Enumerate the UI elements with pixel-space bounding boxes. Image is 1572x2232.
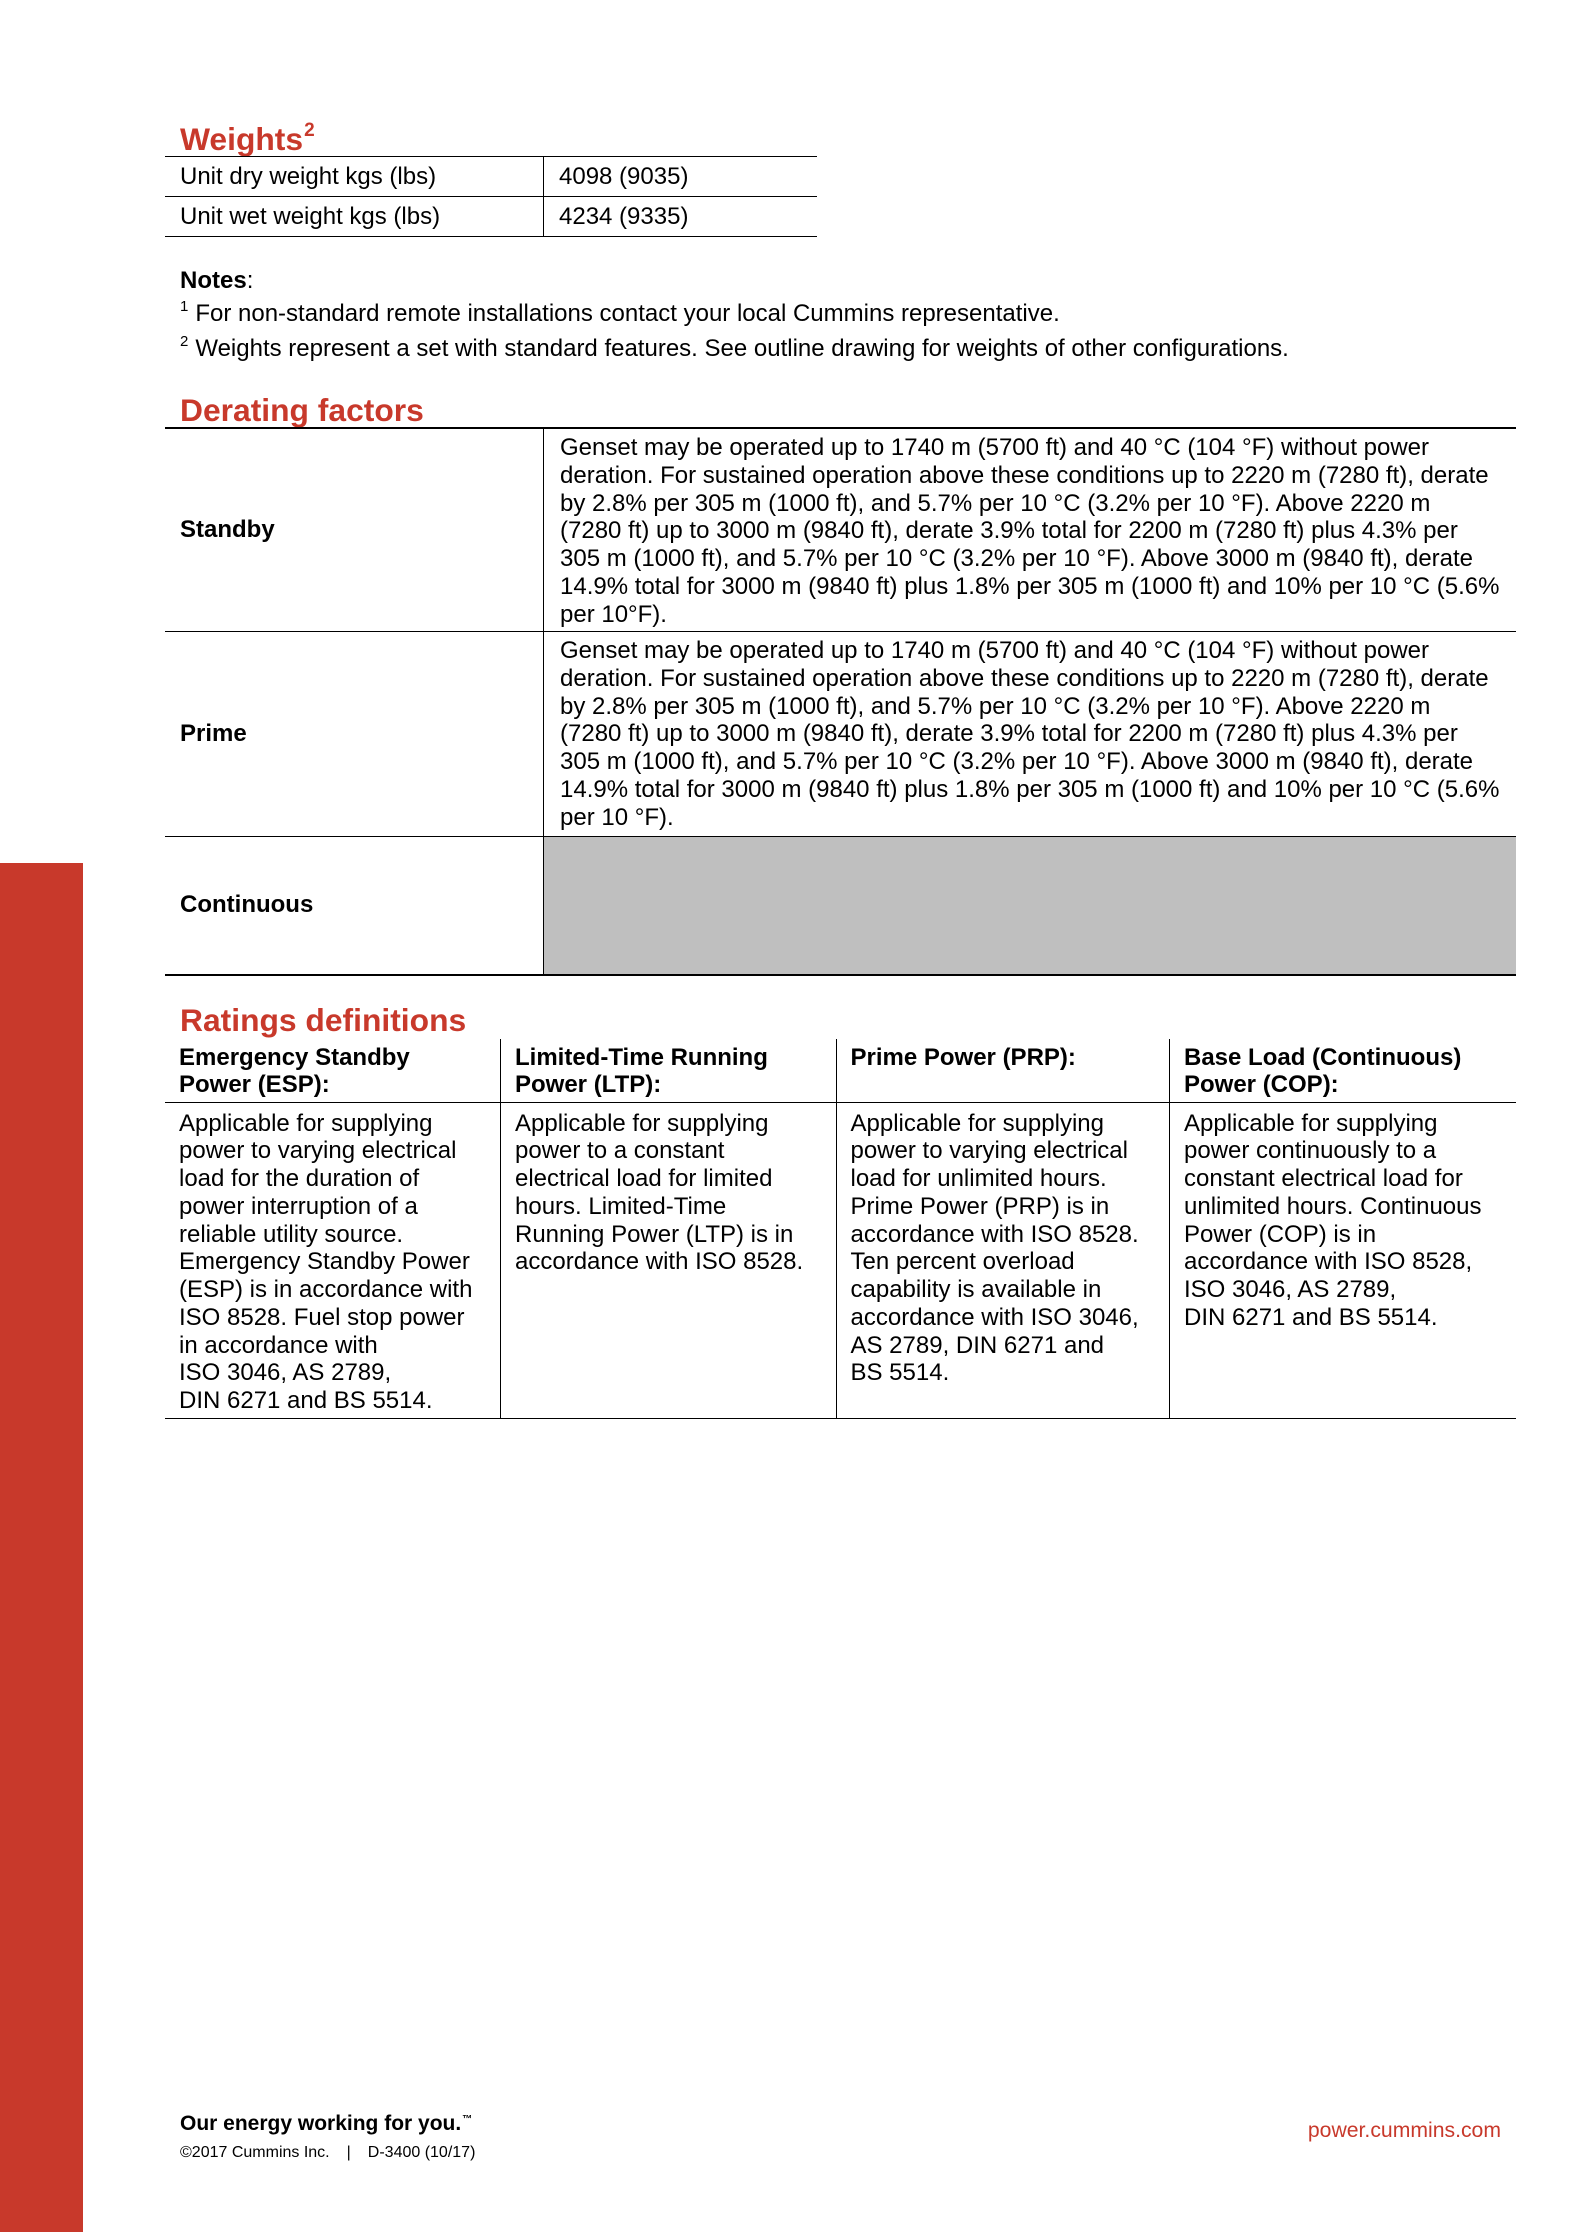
definition-line: Power (COP) is in bbox=[1184, 1220, 1377, 1248]
weights-label: Unit wet weight kgs (lbs) bbox=[165, 197, 544, 236]
note-item bbox=[180, 333, 1289, 369]
notes-label-colon: : bbox=[246, 267, 254, 294]
derating-label: Continuous bbox=[165, 837, 544, 975]
definition-line: power to varying electrical bbox=[850, 1137, 1128, 1165]
definition-line: accordance with ISO 3046, bbox=[850, 1303, 1139, 1331]
definition-line: Ten percent overload bbox=[850, 1248, 1075, 1276]
ratings-heading: Ratings definitions bbox=[180, 1001, 467, 1038]
derating-description-empty bbox=[544, 837, 1516, 975]
definition-line: AS 2789, DIN 6271 and bbox=[850, 1331, 1105, 1359]
description-line: 305 m (1000 ft), and 5.7% per 10 °C (3.2% per 10 °F). Above 3000 m (9840 ft), derate bbox=[560, 748, 1474, 776]
definition-line: power to a constant bbox=[515, 1137, 725, 1165]
description-line: Genset may be operated up to 1740 m (5700 ft) and 40 °C (104 °F) without power bbox=[560, 637, 1430, 664]
trademark-symbol: ™ bbox=[462, 2114, 473, 2125]
description-line: (7280 ft) up to 3000 m (9840 ft), derate 3.9% total for 2200 m (7280 ft) plus 4.3% per bbox=[560, 517, 1458, 545]
definition-line: electrical load for limited bbox=[515, 1165, 773, 1193]
definition-line: power to varying electrical bbox=[179, 1137, 457, 1165]
definition-line: power continuously to a bbox=[1184, 1137, 1437, 1165]
definition-line: DIN 6271 and BS 5514. bbox=[179, 1387, 433, 1415]
definition-line: unlimited hours. Continuous bbox=[1184, 1192, 1482, 1220]
definition-line: constant electrical load for bbox=[1184, 1165, 1463, 1193]
footer-url-link[interactable]: power.cummins.com bbox=[1307, 2119, 1501, 2142]
definition-line: Prime Power (PRP) is in bbox=[850, 1192, 1110, 1220]
heading-line: Power (COP): bbox=[1184, 1071, 1339, 1098]
accent-side-bar bbox=[0, 863, 83, 2232]
weights-heading-text: Weights bbox=[180, 120, 304, 157]
definition-line: hours. Limited-Time bbox=[515, 1192, 727, 1220]
definition-line: in accordance with bbox=[179, 1331, 378, 1359]
definition-line: accordance with ISO 8528. bbox=[850, 1220, 1139, 1248]
ratings-body-row bbox=[165, 1103, 1516, 1419]
derating-label: Prime bbox=[165, 632, 544, 836]
derating-label: Standby bbox=[165, 429, 544, 631]
description-line: per 10°F). bbox=[560, 600, 667, 628]
note-text: For non-standard remote installations contact your local Cummins representative. bbox=[195, 299, 1060, 327]
derating-heading: Derating factors bbox=[180, 392, 424, 429]
ratings-definition-ltp bbox=[500, 1103, 836, 1418]
weights-row bbox=[165, 197, 817, 237]
definition-line: power interruption of a bbox=[179, 1192, 418, 1220]
definition-line: Applicable for supplying bbox=[1184, 1109, 1438, 1137]
definition-line: DIN 6271 and BS 5514. bbox=[1184, 1303, 1438, 1331]
definition-line: Applicable for supplying bbox=[850, 1109, 1104, 1137]
weights-table bbox=[165, 156, 817, 237]
definition-line: reliable utility source. bbox=[179, 1220, 404, 1248]
weights-row bbox=[165, 157, 817, 197]
description-line: Genset may be operated up to 1740 m (5700 ft) and 40 °C (104 °F) without power bbox=[560, 434, 1430, 461]
footer-doc-code: D-3400 (10/17) bbox=[367, 2143, 476, 2161]
heading-line: Power (ESP): bbox=[179, 1071, 330, 1098]
definition-line: BS 5514. bbox=[850, 1359, 950, 1387]
description-line: 14.9% total for 3000 m (9840 ft) plus 1.8% per 305 m (1000 ft) and 10% per 10 °C (5.6% bbox=[560, 775, 1500, 803]
heading-line: Emergency Standby bbox=[179, 1044, 410, 1071]
heading-line: Prime Power (PRP): bbox=[850, 1044, 1076, 1071]
heading-line: Power (LTP): bbox=[515, 1071, 662, 1098]
description-line: 305 m (1000 ft), and 5.7% per 10 °C (3.2% per 10 °F). Above 3000 m (9840 ft), derate bbox=[560, 545, 1474, 573]
weights-label: Unit dry weight kgs (lbs) bbox=[165, 157, 544, 196]
definition-line: ISO 3046, AS 2789, bbox=[1184, 1276, 1397, 1304]
note-text: Weights represent a set with standard features. See outline drawing for weights of other configurations. bbox=[195, 335, 1289, 363]
description-line: (7280 ft) up to 3000 m (9840 ft), derate 3.9% total for 2200 m (7280 ft) plus 4.3% per bbox=[560, 720, 1458, 748]
ratings-column-heading-prp bbox=[836, 1039, 1170, 1102]
description-line: deration. For sustained operation above these conditions up to 2220 m (7280 ft), derate bbox=[560, 461, 1489, 489]
notes-title bbox=[180, 265, 1289, 298]
derating-description bbox=[544, 632, 1516, 836]
derating-row-prime bbox=[165, 632, 1516, 837]
footer-tagline-text: Our energy working for you. bbox=[180, 2112, 462, 2135]
note-item bbox=[180, 298, 1289, 334]
ratings-header-row bbox=[165, 1039, 1516, 1103]
definition-line: (ESP) is in accordance with bbox=[179, 1276, 473, 1304]
definition-line: Applicable for supplying bbox=[179, 1109, 433, 1137]
notes-section bbox=[180, 265, 1289, 369]
definition-line: capability is available in bbox=[850, 1276, 1102, 1304]
description-line: per 10 °F). bbox=[560, 803, 674, 831]
footer-separator: | bbox=[346, 2143, 351, 2161]
weights-value: 4098 (9035) bbox=[559, 163, 689, 190]
definition-line: ISO 3046, AS 2789, bbox=[179, 1359, 392, 1387]
ratings-definition-prp bbox=[836, 1103, 1170, 1418]
note-marker: 1 bbox=[180, 297, 189, 315]
description-line: by 2.8% per 305 m (1000 ft), and 5.7% per 10 °C (3.2% per 10 °F). Above 2220 m bbox=[560, 489, 1431, 517]
description-line: 14.9% total for 3000 m (9840 ft) plus 1.8% per 305 m (1000 ft) and 10% per 10 °C (5.6% bbox=[560, 572, 1500, 600]
derating-description bbox=[544, 429, 1516, 631]
ratings-column-heading-ltp bbox=[500, 1039, 836, 1102]
notes-label: Notes bbox=[180, 267, 247, 294]
ratings-column-heading-esp bbox=[165, 1039, 500, 1102]
heading-line: Base Load (Continuous) bbox=[1184, 1044, 1462, 1071]
definition-line: Running Power (LTP) is in bbox=[515, 1220, 794, 1248]
definition-line: accordance with ISO 8528. bbox=[515, 1248, 804, 1276]
ratings-definition-cop bbox=[1169, 1103, 1516, 1418]
definition-line: ISO 8528. Fuel stop power bbox=[179, 1303, 465, 1331]
definition-line: accordance with ISO 8528, bbox=[1184, 1248, 1473, 1276]
copyright-text: ©2017 Cummins Inc. bbox=[180, 2143, 330, 2161]
description-line: by 2.8% per 305 m (1000 ft), and 5.7% per 10 °C (3.2% per 10 °F). Above 2220 m bbox=[560, 692, 1431, 720]
derating-table bbox=[165, 427, 1516, 976]
definition-line: Emergency Standby Power bbox=[179, 1248, 470, 1276]
definition-line: load for the duration of bbox=[179, 1165, 420, 1193]
ratings-column-heading-cop bbox=[1169, 1039, 1516, 1102]
description-line: deration. For sustained operation above these conditions up to 2220 m (7280 ft), derate bbox=[560, 664, 1489, 692]
footer-tagline bbox=[180, 2112, 472, 2140]
footer-copyright bbox=[180, 2144, 475, 2162]
ratings-table bbox=[165, 1039, 1516, 1419]
weights-footnote-ref: 2 bbox=[304, 119, 315, 141]
ratings-definition-esp bbox=[165, 1103, 500, 1418]
weights-value: 4234 (9335) bbox=[559, 203, 689, 230]
definition-line: Applicable for supplying bbox=[515, 1109, 769, 1137]
derating-row-continuous bbox=[165, 837, 1516, 977]
heading-line: Limited-Time Running bbox=[515, 1044, 768, 1071]
derating-row-standby bbox=[165, 429, 1516, 632]
note-marker: 2 bbox=[180, 333, 189, 351]
definition-line: load for unlimited hours. bbox=[850, 1165, 1107, 1193]
